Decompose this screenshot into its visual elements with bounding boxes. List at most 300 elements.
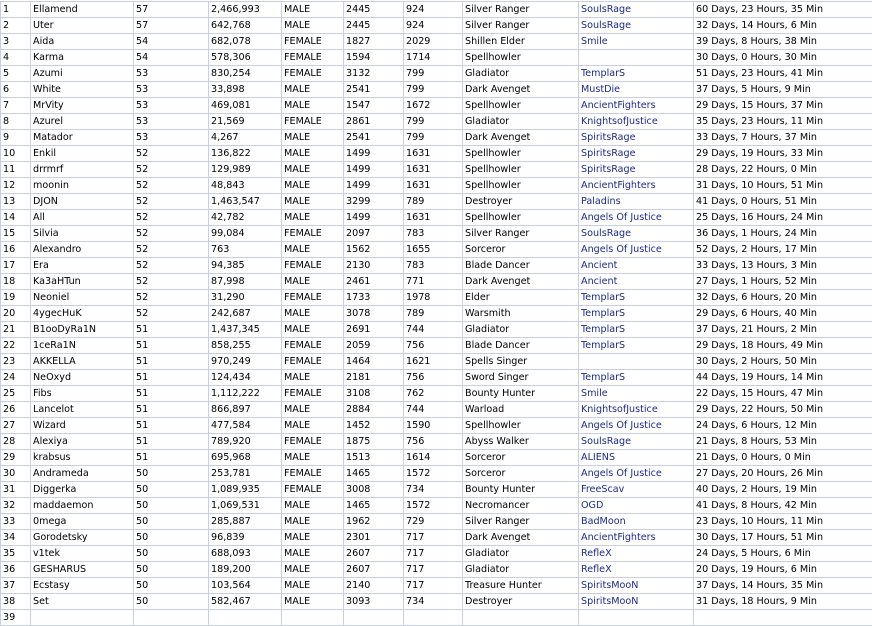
character-name-cell: Era <box>31 258 134 274</box>
level-cell: 50 <box>134 594 209 610</box>
experience-cell: 1,463,547 <box>209 194 282 210</box>
level-cell: 53 <box>134 66 209 82</box>
experience-cell: 136,822 <box>209 146 282 162</box>
experience-cell: 242,687 <box>209 306 282 322</box>
gender-cell: FEMALE <box>282 466 344 482</box>
gender-cell: MALE <box>282 546 344 562</box>
table-row <box>1 98 872 114</box>
table-row <box>1 210 872 226</box>
clan-cell: SpiritsMooN <box>579 594 694 610</box>
class-cell: Spellhowler <box>463 146 579 162</box>
level-cell: 51 <box>134 322 209 338</box>
character-name-cell: Matador <box>31 130 134 146</box>
rank-cell: 7 <box>1 98 31 114</box>
rank-cell: 2 <box>1 18 31 34</box>
rank-cell: 1 <box>1 2 31 18</box>
level-cell: 51 <box>134 354 209 370</box>
online-time-cell: 37 Days, 21 Hours, 2 Min <box>694 322 872 338</box>
table-row <box>1 34 872 50</box>
level-cell: 50 <box>134 578 209 594</box>
table-row <box>1 466 872 482</box>
rank-cell: 13 <box>1 194 31 210</box>
clan-cell: SpiritsRage <box>579 162 694 178</box>
rank-cell: 3 <box>1 34 31 50</box>
mp-cell: 1631 <box>404 210 463 226</box>
mp-cell: 717 <box>404 578 463 594</box>
gender-cell: MALE <box>282 130 344 146</box>
hp-cell: 1562 <box>344 242 404 258</box>
hp-cell: 1465 <box>344 466 404 482</box>
experience-cell: 94,385 <box>209 258 282 274</box>
table-row <box>1 594 872 610</box>
mp-cell: 783 <box>404 258 463 274</box>
level-cell: 50 <box>134 466 209 482</box>
clan-cell: FreeScav <box>579 482 694 498</box>
mp-cell: 1655 <box>404 242 463 258</box>
level-cell: 52 <box>134 194 209 210</box>
mp-cell: 717 <box>404 530 463 546</box>
experience-cell: 96,839 <box>209 530 282 546</box>
online-time-cell: 51 Days, 23 Hours, 41 Min <box>694 66 872 82</box>
class-cell: Elder <box>463 290 579 306</box>
hp-cell: 1464 <box>344 354 404 370</box>
mp-cell: 799 <box>404 66 463 82</box>
level-cell <box>134 610 209 626</box>
level-cell: 52 <box>134 178 209 194</box>
hp-cell: 2461 <box>344 274 404 290</box>
table-row <box>1 290 872 306</box>
level-cell: 51 <box>134 434 209 450</box>
rank-cell: 27 <box>1 418 31 434</box>
online-time-cell: 40 Days, 2 Hours, 19 Min <box>694 482 872 498</box>
hp-cell: 3299 <box>344 194 404 210</box>
gender-cell: FEMALE <box>282 66 344 82</box>
hp-cell: 1452 <box>344 418 404 434</box>
online-time-cell: 32 Days, 14 Hours, 6 Min <box>694 18 872 34</box>
character-name-cell: drrmrf <box>31 162 134 178</box>
character-name-cell: Ecstasy <box>31 578 134 594</box>
mp-cell <box>404 610 463 626</box>
hp-cell: 3093 <box>344 594 404 610</box>
level-cell: 53 <box>134 130 209 146</box>
clan-cell: SoulsRage <box>579 226 694 242</box>
level-cell: 51 <box>134 370 209 386</box>
gender-cell: MALE <box>282 594 344 610</box>
experience-cell: 578,306 <box>209 50 282 66</box>
class-cell: Treasure Hunter <box>463 578 579 594</box>
mp-cell: 756 <box>404 434 463 450</box>
gender-cell: MALE <box>282 370 344 386</box>
clan-cell: TemplarS <box>579 290 694 306</box>
class-cell: Sword Singer <box>463 370 579 386</box>
class-cell: Spellhowler <box>463 98 579 114</box>
class-cell: Destroyer <box>463 194 579 210</box>
hp-cell: 2445 <box>344 2 404 18</box>
mp-cell: 1572 <box>404 498 463 514</box>
class-cell: Spellhowler <box>463 210 579 226</box>
class-cell: Blade Dancer <box>463 338 579 354</box>
level-cell: 50 <box>134 530 209 546</box>
table-row <box>1 130 872 146</box>
class-cell: Dark Avenget <box>463 82 579 98</box>
character-name-cell: Alexiya <box>31 434 134 450</box>
gender-cell: FEMALE <box>282 354 344 370</box>
level-cell: 53 <box>134 98 209 114</box>
online-time-cell: 32 Days, 6 Hours, 20 Min <box>694 290 872 306</box>
hp-cell: 1499 <box>344 146 404 162</box>
class-cell: Warload <box>463 402 579 418</box>
character-name-cell: Ellamend <box>31 2 134 18</box>
character-name-cell: NeOxyd <box>31 370 134 386</box>
class-cell: Bounty Hunter <box>463 482 579 498</box>
class-cell: Silver Ranger <box>463 514 579 530</box>
clan-cell: TemplarS <box>579 370 694 386</box>
online-time-cell: 33 Days, 13 Hours, 3 Min <box>694 258 872 274</box>
table-row <box>1 530 872 546</box>
class-cell: Gladiator <box>463 66 579 82</box>
gender-cell: MALE <box>282 18 344 34</box>
character-name-cell: Ka3aHTun <box>31 274 134 290</box>
online-time-cell: 35 Days, 23 Hours, 11 Min <box>694 114 872 130</box>
gender-cell: MALE <box>282 162 344 178</box>
class-cell: Silver Ranger <box>463 226 579 242</box>
rank-cell: 22 <box>1 338 31 354</box>
rank-cell: 32 <box>1 498 31 514</box>
mp-cell: 789 <box>404 194 463 210</box>
rank-cell: 15 <box>1 226 31 242</box>
clan-cell: Smile <box>579 34 694 50</box>
hp-cell: 2607 <box>344 546 404 562</box>
gender-cell: MALE <box>282 514 344 530</box>
mp-cell: 1621 <box>404 354 463 370</box>
class-cell: Spellhowler <box>463 418 579 434</box>
class-cell: Gladiator <box>463 562 579 578</box>
clan-cell: TemplarS <box>579 306 694 322</box>
rank-cell: 8 <box>1 114 31 130</box>
experience-cell: 682,078 <box>209 34 282 50</box>
mp-cell: 799 <box>404 82 463 98</box>
mp-cell: 762 <box>404 386 463 402</box>
clan-cell <box>579 50 694 66</box>
rank-cell: 4 <box>1 50 31 66</box>
clan-cell: SoulsRage <box>579 434 694 450</box>
online-time-cell <box>694 610 872 626</box>
clan-cell: Ancient <box>579 274 694 290</box>
character-name-cell: Wizard <box>31 418 134 434</box>
class-cell: Silver Ranger <box>463 18 579 34</box>
level-cell: 52 <box>134 274 209 290</box>
mp-cell: 799 <box>404 130 463 146</box>
table-row <box>1 242 872 258</box>
rank-cell: 39 <box>1 610 31 626</box>
class-cell <box>463 610 579 626</box>
clan-cell: RefleX <box>579 546 694 562</box>
character-name-cell <box>31 610 134 626</box>
online-time-cell: 24 Days, 5 Hours, 6 Min <box>694 546 872 562</box>
mp-cell: 924 <box>404 18 463 34</box>
mp-cell: 717 <box>404 562 463 578</box>
experience-cell: 763 <box>209 242 282 258</box>
class-cell: Warsmith <box>463 306 579 322</box>
level-cell: 51 <box>134 386 209 402</box>
gender-cell: FEMALE <box>282 226 344 242</box>
online-time-cell: 24 Days, 6 Hours, 12 Min <box>694 418 872 434</box>
hp-cell: 1499 <box>344 162 404 178</box>
gender-cell: MALE <box>282 322 344 338</box>
gender-cell: FEMALE <box>282 434 344 450</box>
hp-cell: 1594 <box>344 50 404 66</box>
gender-cell: MALE <box>282 530 344 546</box>
mp-cell: 1631 <box>404 162 463 178</box>
online-time-cell: 31 Days, 10 Hours, 51 Min <box>694 178 872 194</box>
hp-cell: 1962 <box>344 514 404 530</box>
mp-cell: 1631 <box>404 146 463 162</box>
rank-cell: 34 <box>1 530 31 546</box>
mp-cell: 734 <box>404 482 463 498</box>
rank-cell: 28 <box>1 434 31 450</box>
class-cell: Blade Dancer <box>463 258 579 274</box>
character-name-cell: krabsus <box>31 450 134 466</box>
clan-cell: MustDie <box>579 82 694 98</box>
experience-cell: 99,084 <box>209 226 282 242</box>
online-time-cell: 22 Days, 15 Hours, 47 Min <box>694 386 872 402</box>
mp-cell: 756 <box>404 370 463 386</box>
rank-cell: 30 <box>1 466 31 482</box>
clan-cell: Paladins <box>579 194 694 210</box>
clan-cell: BadMoon <box>579 514 694 530</box>
character-name-cell: Fibs <box>31 386 134 402</box>
online-time-cell: 30 Days, 0 Hours, 30 Min <box>694 50 872 66</box>
clan-cell: ALIENS <box>579 450 694 466</box>
gender-cell: FEMALE <box>282 258 344 274</box>
character-name-cell: Karma <box>31 50 134 66</box>
experience-cell: 189,200 <box>209 562 282 578</box>
table-row <box>1 514 872 530</box>
class-cell: Silver Ranger <box>463 2 579 18</box>
clan-cell: AncientFighters <box>579 530 694 546</box>
rank-cell: 24 <box>1 370 31 386</box>
table-row <box>1 226 872 242</box>
experience-cell: 42,782 <box>209 210 282 226</box>
gender-cell: FEMALE <box>282 386 344 402</box>
experience-cell: 858,255 <box>209 338 282 354</box>
clan-cell: SpiritsRage <box>579 146 694 162</box>
experience-cell: 1,112,222 <box>209 386 282 402</box>
online-time-cell: 28 Days, 22 Hours, 0 Min <box>694 162 872 178</box>
gender-cell: MALE <box>282 98 344 114</box>
online-time-cell: 41 Days, 8 Hours, 42 Min <box>694 498 872 514</box>
character-name-cell: 4ygecHuK <box>31 306 134 322</box>
mp-cell: 1714 <box>404 50 463 66</box>
online-time-cell: 23 Days, 10 Hours, 11 Min <box>694 514 872 530</box>
online-time-cell: 37 Days, 5 Hours, 9 Min <box>694 82 872 98</box>
hp-cell: 2541 <box>344 130 404 146</box>
experience-cell: 48,843 <box>209 178 282 194</box>
table-row <box>1 162 872 178</box>
table-row <box>1 146 872 162</box>
character-name-cell: Neoniel <box>31 290 134 306</box>
level-cell: 51 <box>134 418 209 434</box>
table-row <box>1 178 872 194</box>
gender-cell: MALE <box>282 498 344 514</box>
rank-cell: 36 <box>1 562 31 578</box>
clan-cell: SoulsRage <box>579 18 694 34</box>
level-cell: 51 <box>134 402 209 418</box>
level-cell: 50 <box>134 482 209 498</box>
experience-cell: 477,584 <box>209 418 282 434</box>
experience-cell: 866,897 <box>209 402 282 418</box>
online-time-cell: 39 Days, 8 Hours, 38 Min <box>694 34 872 50</box>
hp-cell: 1733 <box>344 290 404 306</box>
online-time-cell: 29 Days, 15 Hours, 37 Min <box>694 98 872 114</box>
rank-cell: 26 <box>1 402 31 418</box>
experience-cell: 285,887 <box>209 514 282 530</box>
experience-cell: 21,569 <box>209 114 282 130</box>
clan-cell: KnightsofJustice <box>579 114 694 130</box>
clan-cell: Smile <box>579 386 694 402</box>
mp-cell: 1672 <box>404 98 463 114</box>
online-time-cell: 25 Days, 16 Hours, 24 Min <box>694 210 872 226</box>
rank-cell: 18 <box>1 274 31 290</box>
hp-cell: 2097 <box>344 226 404 242</box>
gender-cell <box>282 610 344 626</box>
clan-cell: Angels Of Justice <box>579 466 694 482</box>
table-row <box>1 546 872 562</box>
rank-cell: 11 <box>1 162 31 178</box>
level-cell: 52 <box>134 162 209 178</box>
character-name-cell: Lancelot <box>31 402 134 418</box>
character-name-cell: Andrameda <box>31 466 134 482</box>
rank-cell: 31 <box>1 482 31 498</box>
class-cell: Spells Singer <box>463 354 579 370</box>
mp-cell: 1572 <box>404 466 463 482</box>
character-name-cell: All <box>31 210 134 226</box>
character-name-cell: Uter <box>31 18 134 34</box>
clan-cell: RefleX <box>579 562 694 578</box>
level-cell: 53 <box>134 114 209 130</box>
hp-cell: 3108 <box>344 386 404 402</box>
hp-cell: 1547 <box>344 98 404 114</box>
rank-cell: 12 <box>1 178 31 194</box>
clan-cell: Angels Of Justice <box>579 210 694 226</box>
level-cell: 52 <box>134 306 209 322</box>
class-cell: Bounty Hunter <box>463 386 579 402</box>
table-row <box>1 258 872 274</box>
character-name-cell: Silvia <box>31 226 134 242</box>
clan-cell: AncientFighters <box>579 178 694 194</box>
gender-cell: MALE <box>282 146 344 162</box>
online-time-cell: 21 Days, 0 Hours, 0 Min <box>694 450 872 466</box>
character-name-cell: moonin <box>31 178 134 194</box>
class-cell: Sorceror <box>463 450 579 466</box>
table-row <box>1 578 872 594</box>
level-cell: 52 <box>134 146 209 162</box>
rank-cell: 17 <box>1 258 31 274</box>
gender-cell: MALE <box>282 578 344 594</box>
experience-cell: 87,998 <box>209 274 282 290</box>
table-row <box>1 434 872 450</box>
mp-cell: 1614 <box>404 450 463 466</box>
table-row <box>1 306 872 322</box>
hp-cell: 2607 <box>344 562 404 578</box>
online-time-cell: 30 Days, 2 Hours, 50 Min <box>694 354 872 370</box>
rank-cell: 5 <box>1 66 31 82</box>
online-time-cell: 21 Days, 8 Hours, 53 Min <box>694 434 872 450</box>
character-name-cell: 1ceRa1N <box>31 338 134 354</box>
rank-cell: 25 <box>1 386 31 402</box>
online-time-cell: 27 Days, 20 Hours, 26 Min <box>694 466 872 482</box>
online-time-cell: 37 Days, 14 Hours, 35 Min <box>694 578 872 594</box>
mp-cell: 771 <box>404 274 463 290</box>
experience-cell: 129,989 <box>209 162 282 178</box>
clan-cell: SoulsRage <box>579 2 694 18</box>
character-name-cell: Azurel <box>31 114 134 130</box>
hp-cell: 3132 <box>344 66 404 82</box>
character-name-cell: AKKELLA <box>31 354 134 370</box>
gender-cell: FEMALE <box>282 338 344 354</box>
class-cell: Gladiator <box>463 322 579 338</box>
table-row <box>1 450 872 466</box>
character-name-cell: Azumi <box>31 66 134 82</box>
rank-cell: 33 <box>1 514 31 530</box>
experience-cell: 642,768 <box>209 18 282 34</box>
table-row <box>1 18 872 34</box>
table-row <box>1 418 872 434</box>
hp-cell: 1875 <box>344 434 404 450</box>
gender-cell: MALE <box>282 418 344 434</box>
rank-cell: 37 <box>1 578 31 594</box>
clan-cell: Ancient <box>579 258 694 274</box>
mp-cell: 1590 <box>404 418 463 434</box>
experience-cell: 33,898 <box>209 82 282 98</box>
level-cell: 50 <box>134 514 209 530</box>
hp-cell: 1499 <box>344 178 404 194</box>
gender-cell: MALE <box>282 562 344 578</box>
clan-cell: TemplarS <box>579 66 694 82</box>
hp-cell: 1513 <box>344 450 404 466</box>
table-row <box>1 82 872 98</box>
gender-cell: FEMALE <box>282 50 344 66</box>
clan-cell <box>579 610 694 626</box>
experience-cell: 103,564 <box>209 578 282 594</box>
gender-cell: MALE <box>282 82 344 98</box>
table-row <box>1 386 872 402</box>
level-cell: 50 <box>134 546 209 562</box>
mp-cell: 789 <box>404 306 463 322</box>
character-name-cell: Aida <box>31 34 134 50</box>
gender-cell: FEMALE <box>282 114 344 130</box>
mp-cell: 729 <box>404 514 463 530</box>
rank-cell: 10 <box>1 146 31 162</box>
gender-cell: MALE <box>282 306 344 322</box>
table-row <box>1 354 872 370</box>
class-cell: Spellhowler <box>463 162 579 178</box>
rank-cell: 38 <box>1 594 31 610</box>
rank-cell: 16 <box>1 242 31 258</box>
mp-cell: 1978 <box>404 290 463 306</box>
experience-cell: 2,466,993 <box>209 2 282 18</box>
online-time-cell: 29 Days, 22 Hours, 50 Min <box>694 402 872 418</box>
experience-cell: 253,781 <box>209 466 282 482</box>
table-row <box>1 482 872 498</box>
level-cell: 52 <box>134 258 209 274</box>
table-row <box>1 66 872 82</box>
level-cell: 54 <box>134 50 209 66</box>
gender-cell: FEMALE <box>282 482 344 498</box>
character-name-cell: White <box>31 82 134 98</box>
experience-cell: 970,249 <box>209 354 282 370</box>
gender-cell: FEMALE <box>282 34 344 50</box>
